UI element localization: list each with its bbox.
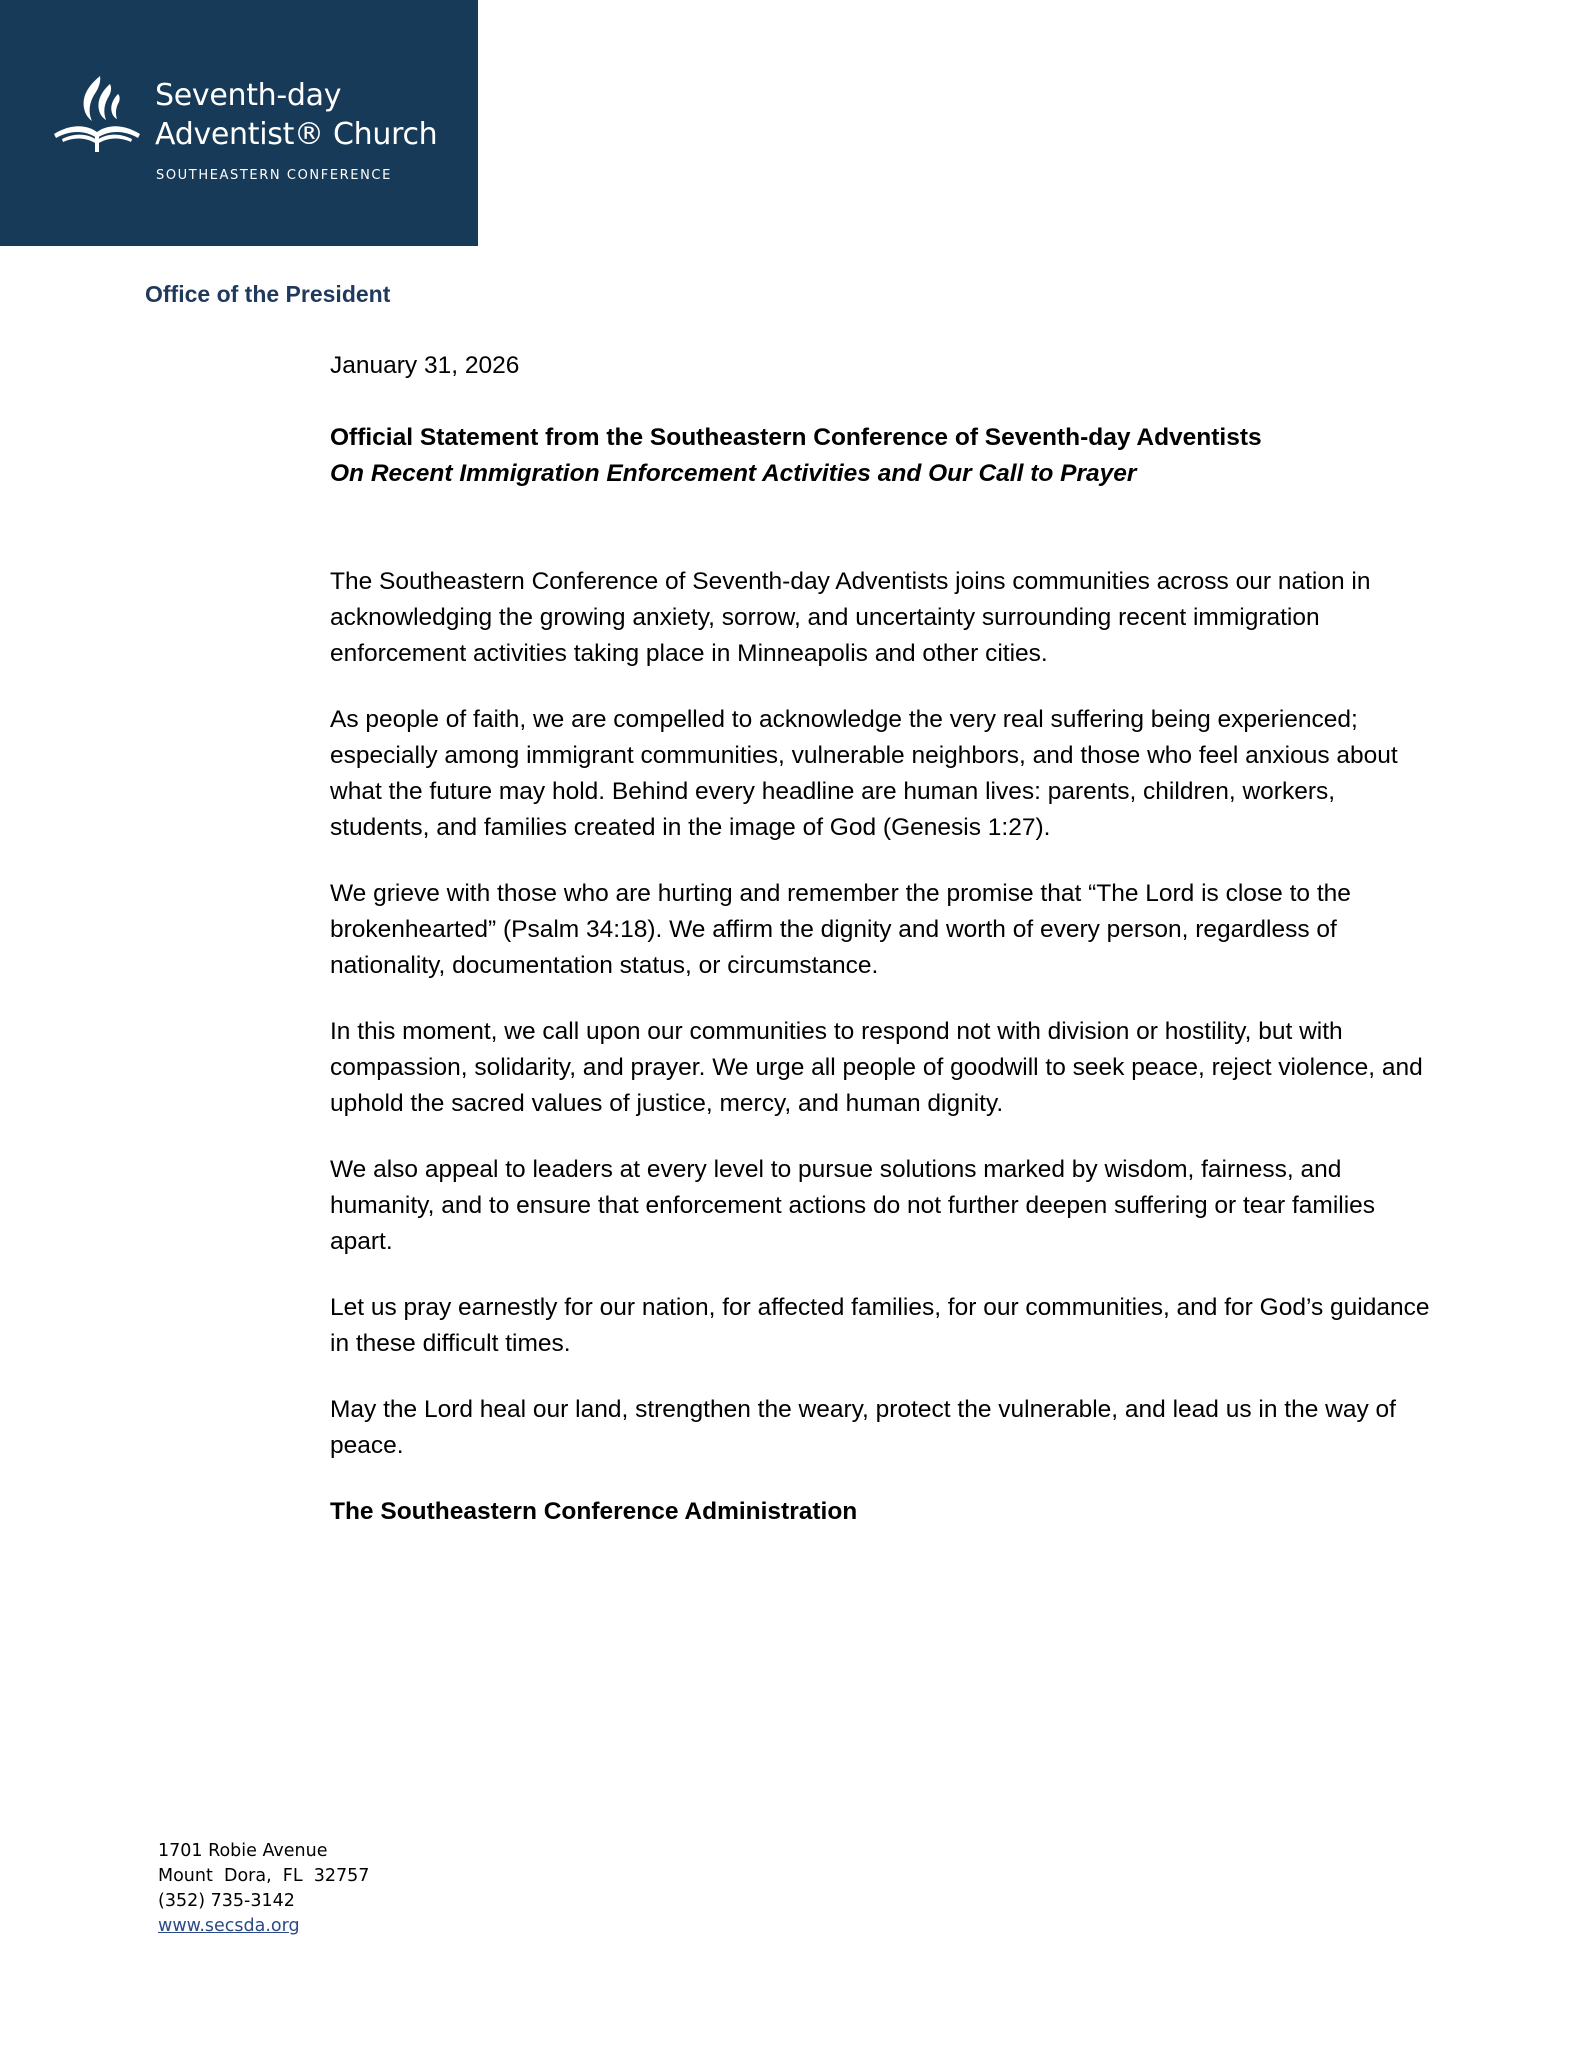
- letter-date: January 31, 2026: [330, 352, 520, 379]
- logo-text-line2: Adventist® Church: [155, 117, 438, 152]
- letter-headline: Official Statement from the Southeastern Conference of Seventh-day Adventists: [330, 424, 1262, 451]
- paragraph: As people of faith, we are compelled to acknowledge the very real suffering being experienced; especially among immigrant communities, vulnerable neighbors, and those who feel anxious about what the future may hold. Behind every headline are human lives: parents, children, workers, students, and families created in the image of God (Genesis 1:27).: [330, 706, 1398, 841]
- footer-phone: (352) 735-3142: [158, 1891, 295, 1911]
- paragraph: May the Lord heal our land, strengthen the weary, protect the vulnerable, and lead us in the way of peace.: [330, 1396, 1396, 1459]
- paragraph: We grieve with those who are hurting and remember the promise that “The Lord is close to the brokenhearted” (Psalm 34:18). We affirm the dignity and worth of every person, regardless of nationality, documentation status, or circumstance.: [330, 880, 1351, 979]
- office-title: Office of the President: [145, 281, 391, 307]
- paragraph: The Southeastern Conference of Seventh-day Adventists joins communities across our nation in acknowledging the growing anxiety, sorrow, and uncertainty surrounding recent immigration enforcement activities taking place in Minneapolis and other cities.: [330, 568, 1371, 667]
- letter-body: [330, 348, 1440, 1530]
- logo-text-line1: Seventh-day: [155, 78, 342, 113]
- paragraph: Let us pray earnestly for our nation, for affected families, for our communities, and for God’s guidance in these difficult times.: [330, 1294, 1430, 1357]
- logo-subtitle: SOUTHEASTERN CONFERENCE: [156, 168, 392, 183]
- footer-address: [158, 1839, 369, 1939]
- paragraph: In this moment, we call upon our communities to respond not with division or hostility, but with compassion, solidarity, and prayer. We urge all people of goodwill to seek peace, reject violence, and uphold the sacred values of justice, mercy, and human dignity.: [330, 1018, 1423, 1117]
- footer-website-link[interactable]: www.secsda.org: [158, 1916, 300, 1936]
- letter-signature: The Southeastern Conference Administration: [330, 1498, 858, 1525]
- footer-city: Mount Dora, FL 32757: [158, 1866, 370, 1886]
- paragraph: We also appeal to leaders at every level to pursue solutions marked by wisdom, fairness, and humanity, and to ensure that enforcement actions do not further deepen suffering or tear families apart.: [330, 1156, 1376, 1255]
- letter-subheadline: On Recent Immigration Enforcement Activities and Our Call to Prayer: [330, 460, 1137, 487]
- footer-street: 1701 Robie Avenue: [158, 1841, 328, 1861]
- logo-block: [0, 0, 478, 246]
- sda-flame-book-icon: [52, 72, 142, 154]
